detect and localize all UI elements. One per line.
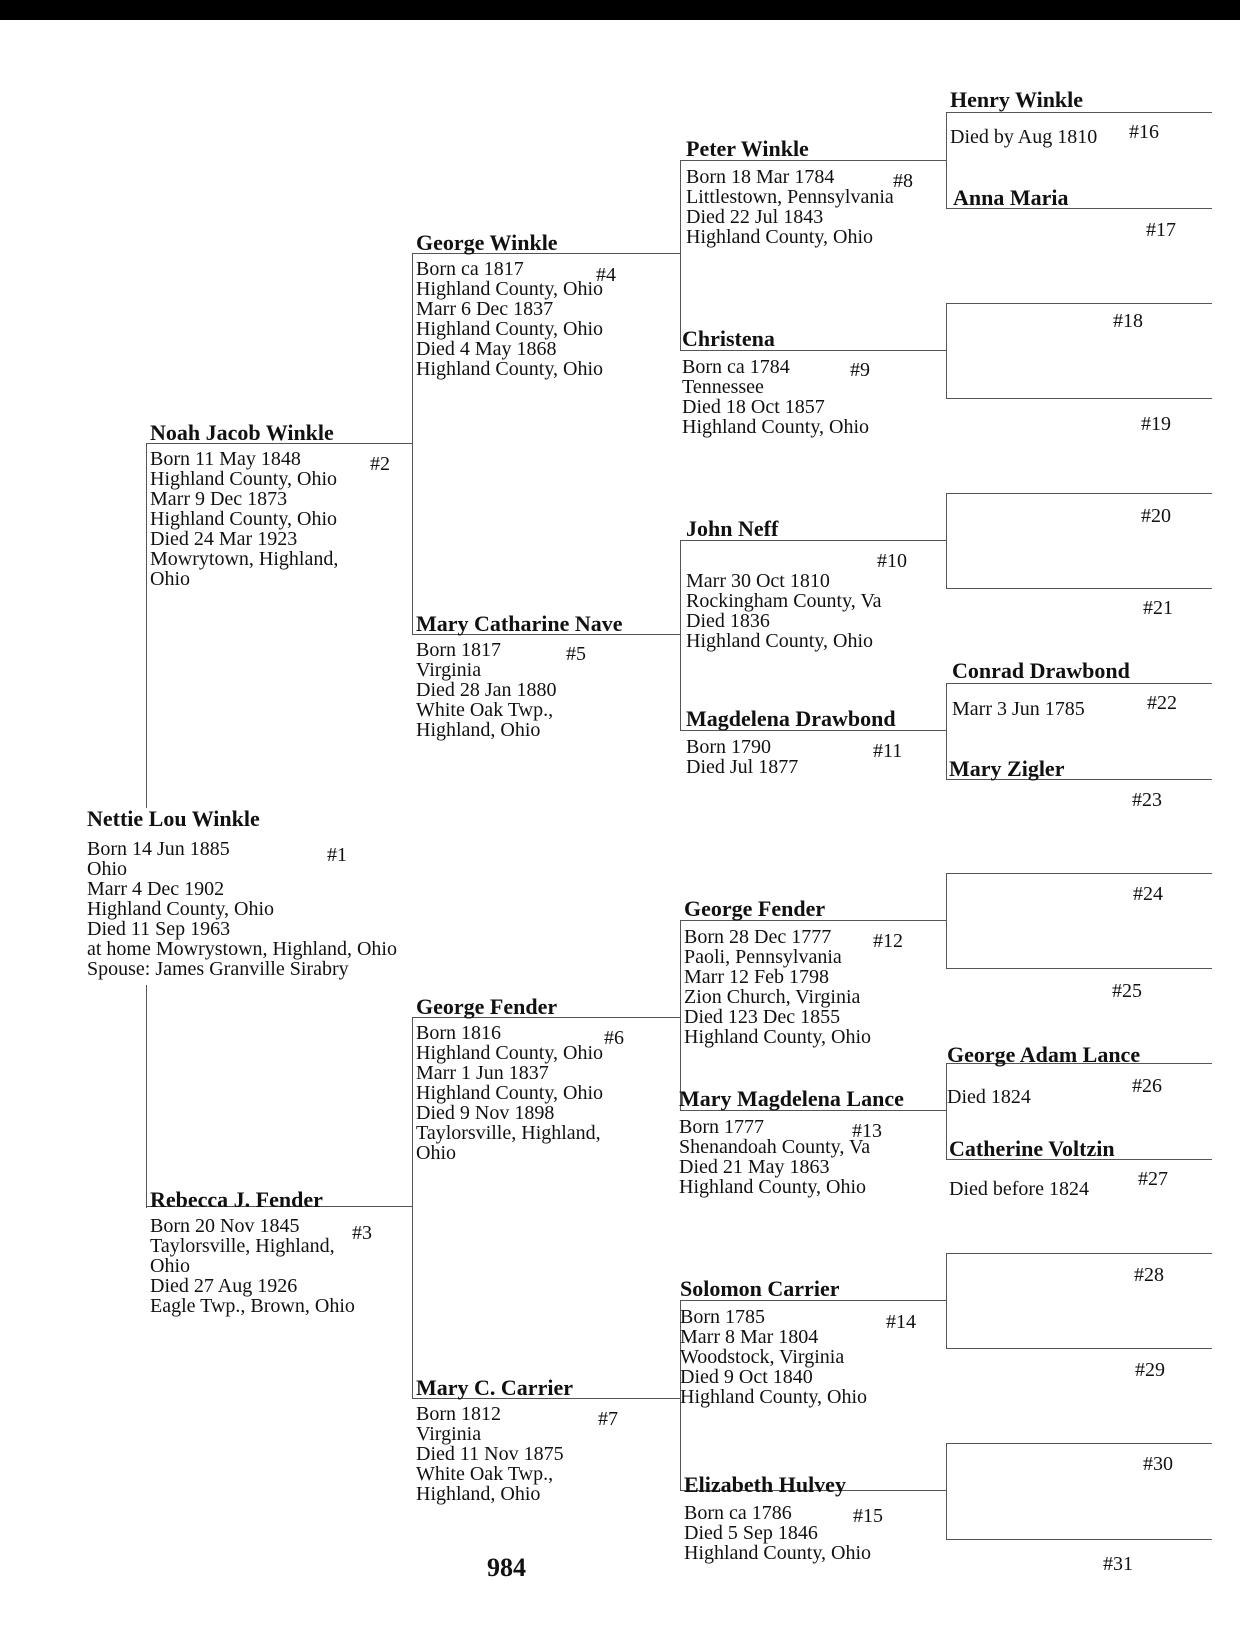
person-5 [416, 611, 623, 740]
page-number: 984 [487, 1553, 526, 1582]
person-8 [686, 136, 894, 247]
person-10-details: Marr 30 Oct 1810 Rockingham County, Va Died 1836 Highland County, Ohio [686, 570, 882, 652]
person-4-number: #4 [596, 264, 616, 286]
person-8-number: #8 [893, 170, 913, 192]
person-14-details: Born 1785 Marr 8 Mar 1804 Woodstock, Virginia Died 9 Oct 1840 Highland County, Ohio [680, 1306, 868, 1408]
person-8-name: Peter Winkle [686, 136, 809, 161]
person-9-name: Christena [682, 326, 775, 351]
person-11 [686, 706, 896, 777]
person-14-number: #14 [886, 1311, 916, 1333]
person-27 [949, 1136, 1115, 1199]
person-3-number: #3 [352, 1222, 372, 1244]
person-9-number: #9 [850, 359, 870, 381]
person-4-name: George Winkle [416, 230, 558, 255]
person-19-number: #19 [1141, 413, 1171, 435]
person-6-details: Born 1816 Highland County, Ohio Marr 1 Jun 1837 Highland County, Ohio Died 9 Nov 1898 Taylorsville, Highland, Ohio [416, 1022, 604, 1164]
person-26-details: Died 1824 [947, 1086, 1031, 1108]
person-14 [680, 1276, 867, 1407]
person-27-name: Catherine Voltzin [949, 1136, 1115, 1161]
person-13-details: Born 1777 Shenandoah County, Va Died 21 May 1863 Highland County, Ohio [679, 1116, 871, 1198]
person-7-number: #7 [598, 1408, 618, 1430]
person-10 [686, 516, 882, 651]
person-16-name: Henry Winkle [950, 87, 1084, 112]
person-16-details: Died by Aug 1810 [950, 126, 1098, 148]
person-20-number: #20 [1141, 505, 1171, 527]
person-27-details: Died before 1824 [949, 1178, 1089, 1200]
person-15-number: #15 [853, 1505, 883, 1527]
person-2-details: Born 11 May 1848 Highland County, Ohio Marr 9 Dec 1873 Highland County, Ohio Died 24 Mar 1923 Mowrytown, Highland, Ohio [150, 448, 339, 590]
person-17-name: Anna Maria [953, 185, 1069, 210]
person-3-name: Rebecca J. Fender [150, 1187, 323, 1212]
person-13-name: Mary Magdelena Lance [679, 1086, 904, 1111]
person-22-number: #22 [1147, 692, 1177, 714]
person-4 [416, 230, 603, 379]
person-12-name: George Fender [684, 896, 826, 921]
person-11-details: Born 1790 Died Jul 1877 [686, 736, 799, 778]
person-26-name: George Adam Lance [947, 1042, 1141, 1067]
person-1-details: Born 14 Jun 1885 Ohio Marr 4 Dec 1902 Highland County, Ohio Died 11 Sep 1963 at home Mowrystown, Highland, Ohio Spouse: James Granville Sirabry [87, 838, 397, 980]
person-2 [150, 420, 338, 589]
person-11-name: Magdelena Drawbond [686, 706, 896, 731]
person-17 [953, 185, 1069, 210]
person-2-number: #2 [370, 453, 390, 475]
person-26 [947, 1042, 1140, 1107]
person-28-number: #28 [1134, 1264, 1164, 1286]
person-4-details: Born ca 1817 Highland County, Ohio Marr 6 Dec 1837 Highland County, Ohio Died 4 May 1868 Highland County, Ohio [416, 258, 604, 380]
person-3-details: Born 20 Nov 1845 Taylorsville, Highland, Ohio Died 27 Aug 1926 Eagle Twp., Brown, Ohio [150, 1215, 355, 1317]
person-6-name: George Fender [416, 994, 558, 1019]
person-9 [682, 326, 869, 437]
person-2-name: Noah Jacob Winkle [150, 420, 334, 445]
person-16 [950, 87, 1097, 147]
person-15 [684, 1472, 871, 1563]
person-23-name: Mary Zigler [949, 756, 1065, 781]
person-23-number: #23 [1132, 789, 1162, 811]
person-7-details: Born 1812 Virginia Died 11 Nov 1875 White Oak Twp., Highland, Ohio [416, 1403, 564, 1505]
person-21-number: #21 [1143, 597, 1173, 619]
person-10-name: John Neff [686, 516, 779, 541]
person-1 [87, 806, 397, 979]
person-11-number: #11 [873, 740, 903, 762]
person-16-number: #16 [1129, 121, 1159, 143]
person-5-details: Born 1817 Virginia Died 28 Jan 1880 White Oak Twp., Highland, Ohio [416, 639, 557, 741]
person-7 [416, 1375, 573, 1504]
person-5-name: Mary Catharine Nave [416, 611, 623, 636]
person-18-number: #18 [1113, 310, 1143, 332]
person-10-number: #10 [877, 550, 907, 572]
person-1-number: #1 [327, 844, 347, 866]
person-5-number: #5 [566, 643, 586, 665]
person-17-number: #17 [1146, 219, 1176, 241]
person-3 [150, 1187, 355, 1316]
person-9-details: Born ca 1784 Tennessee Died 18 Oct 1857 Highland County, Ohio [682, 356, 870, 438]
person-22-details: Marr 3 Jun 1785 [952, 698, 1085, 720]
person-12-number: #12 [873, 930, 903, 952]
person-24-number: #24 [1133, 883, 1163, 905]
person-30-number: #30 [1143, 1453, 1173, 1475]
top-black-border [0, 0, 1240, 20]
person-1-name: Nettie Lou Winkle [87, 806, 260, 831]
person-25-number: #25 [1112, 980, 1142, 1002]
person-12-details: Born 28 Dec 1777 Paoli, Pennsylvania Marr 12 Feb 1798 Zion Church, Virginia Died 123 Dec 1855 Highland County, Ohio [684, 926, 872, 1048]
person-8-details: Born 18 Mar 1784 Littlestown, Pennsylvania Died 22 Jul 1843 Highland County, Ohio [686, 166, 894, 248]
person-27-number: #27 [1138, 1168, 1168, 1190]
person-6-number: #6 [604, 1027, 624, 1049]
person-23 [949, 756, 1064, 781]
person-29-number: #29 [1135, 1359, 1165, 1381]
person-14-name: Solomon Carrier [680, 1276, 840, 1301]
person-7-name: Mary C. Carrier [416, 1375, 573, 1400]
person-6 [416, 994, 603, 1163]
person-15-details: Born ca 1786 Died 5 Sep 1846 Highland County, Ohio [684, 1502, 872, 1564]
person-22 [952, 658, 1130, 719]
person-26-number: #26 [1132, 1075, 1162, 1097]
person-13-number: #13 [852, 1120, 882, 1142]
person-22-name: Conrad Drawbond [952, 658, 1130, 683]
person-12 [684, 896, 871, 1047]
person-15-name: Elizabeth Hulvey [684, 1472, 846, 1497]
person-31-number: #31 [1103, 1553, 1133, 1575]
